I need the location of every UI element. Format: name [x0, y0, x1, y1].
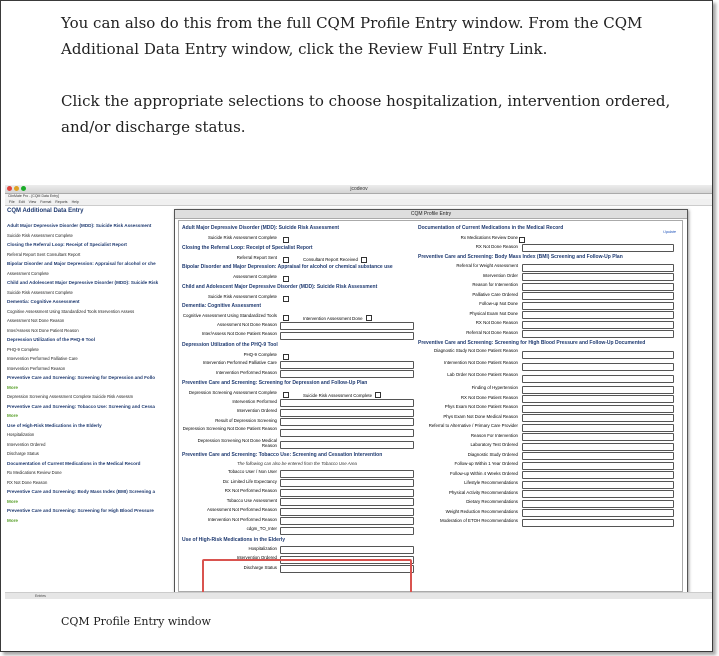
- field-row: [418, 460, 676, 470]
- field-label: [7, 231, 175, 241]
- field-label: Hospitalization: [248, 545, 277, 551]
- left-column: [182, 223, 412, 573]
- field-label: [7, 430, 175, 440]
- section-heading: [7, 240, 175, 250]
- field-label: [7, 440, 175, 450]
- field-label: [7, 364, 175, 374]
- row-text: More: [7, 413, 18, 418]
- field-row: [182, 516, 412, 526]
- section-heading: Adult Major Depressive Disorder (MDD): Suicide Risk Assessment: [182, 225, 340, 231]
- field-row: [418, 470, 676, 480]
- menu-file[interactable]: File: [9, 200, 15, 204]
- section-heading: Dementia: Cognitive Assessment: [182, 303, 262, 309]
- menu-edit[interactable]: Edit: [18, 200, 25, 204]
- text-field[interactable]: [522, 462, 674, 470]
- field-row: [182, 438, 412, 450]
- section-heading: [7, 373, 175, 383]
- status-tab[interactable]: Entries: [35, 594, 46, 598]
- field-label: [7, 468, 175, 478]
- field-label: Intervention Ordered: [236, 408, 277, 413]
- text-field[interactable]: [522, 363, 674, 371]
- field-label: Diagnostic Study Not Done Patient Reason: [434, 348, 518, 353]
- checkbox-label: Consultant Report Received: [303, 257, 358, 262]
- menu-format[interactable]: Format: [40, 200, 52, 204]
- section-heading: Preventive Care and Screening: Screening for Depression and Follow-Up Plan: [182, 380, 368, 386]
- checkbox-row: [182, 253, 412, 263]
- field-label: [7, 345, 175, 355]
- more-link[interactable]: [7, 411, 175, 421]
- row-text: Documentation of Current Medications in the Medical Record: [7, 460, 141, 466]
- text-field[interactable]: [522, 375, 674, 383]
- text-field[interactable]: [522, 330, 674, 338]
- row-text: More: [7, 384, 18, 390]
- checkbox-label: Intervention Assessment Done: [303, 315, 363, 321]
- text-field[interactable]: [280, 517, 414, 525]
- row-text: Use of High-Risk Medications in the Elderly: [7, 422, 102, 428]
- field-row: [418, 498, 676, 508]
- field-row: [182, 369, 412, 379]
- row-text: More: [7, 517, 18, 523]
- checkbox-row: [182, 388, 412, 398]
- text-field[interactable]: [522, 321, 674, 329]
- text-field[interactable]: [280, 429, 414, 437]
- window-titlebar: [5, 185, 713, 194]
- checkbox-row: [418, 233, 676, 243]
- text-field[interactable]: [522, 471, 674, 479]
- field-label: [7, 250, 175, 260]
- text-field[interactable]: [522, 519, 674, 527]
- field-label: Phys Exam Not Done Patient Reason: [444, 404, 518, 409]
- text-field[interactable]: [280, 508, 414, 516]
- field-label: Intervention Not Performed Reason: [207, 516, 277, 522]
- field-row: [182, 359, 412, 369]
- section-heading: [7, 402, 175, 412]
- section-heading: Documentation of Current Medications in the Medical Record: [418, 225, 564, 231]
- section-heading: Preventive Care and Screening: Tobacco Use: Screening and Cessation Intervention: [182, 452, 383, 458]
- field-row: [418, 479, 676, 489]
- field-label: Assessment Not Done Reason: [216, 321, 277, 327]
- row-text: Closing the Referral Loop: Receipt of Specialist Report: [7, 242, 127, 247]
- checkbox-label: Rx Medications Review Done: [460, 235, 518, 240]
- text-field[interactable]: [280, 322, 414, 330]
- field-label: Dx: Limited Life Expectancy: [222, 478, 277, 484]
- row-text: More: [7, 498, 18, 504]
- field-row: [418, 394, 676, 404]
- row-text: Preventive Care and Screening: Body Mass Index (BMI) Screening a: [7, 489, 156, 494]
- text-field[interactable]: [280, 498, 414, 506]
- field-row: [418, 272, 676, 282]
- section-heading: [7, 459, 175, 469]
- field-row: [182, 497, 412, 507]
- text-field[interactable]: [522, 351, 674, 359]
- field-row: [182, 321, 412, 331]
- menu-view[interactable]: View: [28, 200, 37, 204]
- more-link[interactable]: [7, 497, 175, 507]
- field-label: [7, 354, 175, 364]
- checkbox-label: Cognitive Assessment Using Standardized Tools: [182, 313, 277, 318]
- window-title: jcodeov: [350, 186, 368, 192]
- field-row: [418, 300, 676, 310]
- text-field[interactable]: [280, 441, 414, 449]
- text-field[interactable]: [522, 443, 674, 451]
- field-row: [182, 407, 412, 417]
- field-label: Phys Exam Not Done Medical Reason: [443, 413, 518, 419]
- row-text: Adult Major Depressive Disorder (MDD): Suicide Risk Assessment: [7, 223, 152, 228]
- row-text: Intervention Performed Palliative Care: [7, 356, 78, 361]
- status-bar: [5, 592, 713, 599]
- field-label: Referral for Weight Assessment: [456, 263, 518, 268]
- checkbox-row: [182, 272, 412, 282]
- field-row: [418, 517, 676, 527]
- text-field[interactable]: [280, 546, 414, 554]
- field-label: Lab Order Not Done Patient Reason: [447, 372, 518, 377]
- field-label: Depression Screening Not Done Patient Reason: [182, 426, 277, 431]
- field-label: Lifestyle Recommendations: [464, 480, 518, 485]
- field-row: [418, 489, 676, 499]
- field-row: [418, 262, 676, 272]
- field-row: [418, 329, 676, 339]
- field-label: Diagnostic Study Ordered: [467, 451, 518, 457]
- field-label: Referral to Alternative / Primary Care Provider: [428, 423, 518, 428]
- field-row: [182, 426, 412, 438]
- field-label: Tobacco Use Assessment: [226, 497, 277, 503]
- field-label: cdgm_TO_Inter: [246, 526, 277, 531]
- field-label: Reason for Intervention: [472, 282, 518, 287]
- row-text: Assessment Complete: [7, 270, 49, 276]
- right-column: [418, 223, 676, 527]
- cqm-profile-entry-dialog: [174, 209, 688, 593]
- background-window-title: CQM Additional Data Entry: [7, 208, 84, 214]
- field-row: [418, 384, 676, 394]
- field-label: Discharge Status: [243, 564, 277, 570]
- text-field[interactable]: [280, 332, 414, 340]
- section-note: The following can also be entered from the Tobacco Use Area: [237, 461, 357, 466]
- field-label: [7, 316, 175, 326]
- row-text: Depression Utilization of the PHQ-9 Tool: [7, 337, 95, 342]
- text-field[interactable]: [522, 273, 674, 281]
- text-field[interactable]: [522, 283, 674, 291]
- field-row: [418, 243, 676, 253]
- field-label: Follow-up Within 4 Weeks Ordered: [450, 470, 518, 476]
- field-row: [182, 330, 412, 340]
- row-text: Bipolar Disorder and Major Depression: Appraisal for alcohol or che: [7, 261, 156, 266]
- field-row: [418, 281, 676, 291]
- section-heading: Preventive Care and Screening: Screening for High Blood Pressure and Follow-Up Documented: [418, 340, 646, 346]
- row-text: Intervention Performed Reason: [7, 365, 66, 371]
- field-label: Intervention Performed Palliative Care: [202, 360, 277, 365]
- cqm-screenshot: [5, 185, 713, 599]
- row-text: Discharge Status: [7, 451, 39, 456]
- text-field[interactable]: [522, 500, 674, 508]
- field-row: [182, 398, 412, 408]
- text-field[interactable]: [522, 481, 674, 489]
- text-field[interactable]: [280, 489, 414, 497]
- field-label: [7, 288, 175, 298]
- field-row: [182, 478, 412, 488]
- text-field[interactable]: [522, 244, 674, 252]
- field-row: [182, 545, 412, 555]
- section-heading: Preventive Care and Screening: Body Mass Index (BMI) Screening and Follow-Up Plan: [418, 254, 623, 260]
- text-field[interactable]: [522, 452, 674, 460]
- field-row: [418, 432, 676, 442]
- field-label: Dietary Recommendations: [466, 499, 518, 504]
- field-label: [7, 269, 175, 279]
- field-label: Physical Activity Recommendations: [448, 489, 518, 495]
- field-row: [418, 413, 676, 423]
- row-text: Assessment Not Done Reason: [7, 318, 65, 323]
- checkbox-label: Depression Screening Assessment Complete: [188, 390, 277, 395]
- row-text: Rx Medications Review Done: [7, 470, 62, 475]
- checkbox-label: Suicide Risk Assessment Complete: [303, 392, 373, 398]
- row-text: Hospitalization: [7, 432, 35, 437]
- row-text: Preventive Care and Screening: Screening for Depression and Follo: [7, 375, 156, 380]
- section-heading: Depression Utilization of the PHQ-9 Tool: [182, 341, 278, 348]
- menu-bar: [5, 199, 713, 206]
- field-label: RX Not Done Patient Reason: [460, 394, 518, 400]
- field-label: Intervention Not Done Patient Reason: [444, 360, 518, 365]
- row-text: Suicide Risk Assessment Complete: [7, 232, 73, 238]
- text-field[interactable]: [280, 409, 414, 417]
- text-field[interactable]: [522, 264, 674, 272]
- checkbox-row: [182, 233, 412, 243]
- text-field[interactable]: [280, 361, 414, 369]
- section-heading: [7, 487, 175, 497]
- section-heading: [7, 221, 175, 231]
- field-label: Weight Reduction Recommendations: [445, 508, 518, 514]
- more-link[interactable]: [7, 516, 175, 526]
- section-heading: [7, 297, 175, 307]
- section-heading: [7, 335, 175, 345]
- checkbox-row: [182, 350, 412, 360]
- field-label: [7, 449, 175, 459]
- field-label: Laboratory Test Ordered: [470, 442, 518, 447]
- field-row: [418, 441, 676, 451]
- field-label: Intervention Performed: [232, 398, 277, 404]
- field-label: Inter/Assess Not Done Patient Reason: [201, 331, 277, 336]
- field-label: [7, 326, 175, 336]
- field-row: [418, 422, 676, 432]
- section-heading: Bipolar Disorder and Major Depression: Appraisal for alcohol or chemical substance use: [182, 264, 393, 270]
- field-label: Intervention Performed Reason: [215, 369, 277, 375]
- field-label: Intervention Ordered: [236, 555, 277, 560]
- field-label: [7, 392, 175, 402]
- row-text: PHQ-9 Complete: [7, 346, 39, 352]
- checkbox-label: PHQ-9 Complete: [243, 351, 277, 357]
- field-label: RX Not Done Reason: [475, 320, 518, 325]
- field-label: Result of Depression Screening: [215, 417, 277, 423]
- text-field[interactable]: [280, 418, 414, 426]
- checkbox-label: Suicide Risk Assessment Complete: [207, 235, 277, 240]
- section-heading: [7, 421, 175, 431]
- field-label: Depression Screening Not Done Medical Reason: [197, 438, 277, 448]
- field-label: [7, 307, 175, 317]
- text-field[interactable]: [522, 433, 674, 441]
- field-row: [182, 468, 412, 478]
- field-row: [418, 451, 676, 461]
- section-heading: Child and Adolescent Major Depressive Disorder (MDD): Suicide Risk Assessment: [182, 283, 378, 290]
- text-field[interactable]: [280, 527, 414, 535]
- text-field[interactable]: [522, 395, 674, 403]
- field-row: [418, 372, 676, 384]
- row-text: Cognitive Assessment Using Standardized Tools Intervention Assess: [7, 308, 135, 314]
- text-field[interactable]: [522, 405, 674, 413]
- text-field[interactable]: [522, 302, 674, 310]
- section-heading: [7, 278, 175, 288]
- text-field[interactable]: [280, 370, 414, 378]
- section-heading: Closing the Referral Loop: Receipt of Specialist Report: [182, 244, 313, 251]
- field-row: [418, 319, 676, 329]
- field-row: [182, 506, 412, 516]
- section-heading: [7, 506, 175, 516]
- field-label: Intervention Order: [482, 272, 518, 278]
- field-label: Tobacco User / Non User: [227, 469, 277, 474]
- text-field[interactable]: [522, 490, 674, 498]
- dialog-title: CQM Profile Entry: [175, 210, 687, 219]
- text-field[interactable]: [522, 424, 674, 432]
- text-field[interactable]: [280, 470, 414, 478]
- app-bar: ClinMate Pro - [CQM Data Entry]: [5, 194, 713, 199]
- field-row: [418, 403, 676, 413]
- field-row: [418, 310, 676, 320]
- text-field[interactable]: [522, 414, 674, 422]
- field-row: [182, 417, 412, 427]
- row-text: Suicide Risk Assessment Complete: [7, 289, 73, 295]
- field-label: Follow-up Within 1 Year Ordered: [454, 461, 518, 466]
- text-field[interactable]: [522, 386, 674, 394]
- row-text: RX Not Done Reason: [7, 479, 48, 485]
- background-window-rows: [7, 221, 175, 525]
- field-row: [418, 508, 676, 518]
- checkbox-label: Suicide Risk Assessment Complete: [207, 293, 277, 299]
- text-field[interactable]: [280, 479, 414, 487]
- field-row: [182, 487, 412, 497]
- field-label: [7, 478, 175, 488]
- field-label: Palliative Care Ordered: [472, 291, 518, 297]
- instruction-paragraph-1: You can also do this from the full CQM Profile Entry window. From the CQM Additional Data Entry window, click the Review Full Entry Link.: [61, 14, 643, 58]
- row-text: Intervention Ordered: [7, 441, 46, 447]
- checkbox-row: [182, 292, 412, 302]
- more-link[interactable]: [7, 383, 175, 393]
- menu-reports[interactable]: Reports: [55, 200, 68, 204]
- field-row: [182, 525, 412, 535]
- field-row: [418, 360, 676, 372]
- field-label: Follow-up Not Done: [479, 301, 518, 306]
- checkbox-label: Referral Report Sent: [236, 254, 277, 260]
- field-label: Moderation of ETOH Recommendations: [439, 518, 518, 523]
- field-label: Referral Not Done Reason: [466, 329, 518, 335]
- figure-caption: CQM Profile Entry window: [61, 615, 211, 628]
- field-label: RX Not Performed Reason: [224, 488, 277, 493]
- field-label: Reason For Intervention: [470, 432, 518, 438]
- field-row: [418, 291, 676, 301]
- dialog-content: [178, 220, 683, 592]
- section-heading: Use of High-Risk Medications in the Elderly: [182, 536, 286, 543]
- menu-help[interactable]: Help: [71, 200, 79, 204]
- row-text: Child and Adolescent Major Depressive Disorder (MDD): Suicide Risk: [7, 280, 159, 285]
- checkbox-label: Assessment Complete: [233, 274, 277, 279]
- field-row: [418, 348, 676, 360]
- row-text: Preventive Care and Screening: Tobacco Use: Screening and Cessa: [7, 403, 155, 409]
- update-link[interactable]: Update: [663, 229, 676, 234]
- field-label: Finding of Hypertension: [471, 385, 518, 390]
- instruction-paragraph-2: Click the appropriate selections to choose hospitalization, intervention ordered, and/or discharge status.: [61, 92, 671, 136]
- field-label: RX Not Done Reason: [475, 243, 518, 249]
- text-field[interactable]: [280, 399, 414, 407]
- section-heading: [7, 259, 175, 269]
- row-text: Preventive Care and Screening: Screening for High Blood Pressure: [7, 508, 154, 513]
- checkbox-row: [182, 311, 412, 321]
- row-text: Depression Screening Assessment Complete Suicide Risk Assessm: [7, 394, 134, 399]
- text-field[interactable]: [522, 509, 674, 517]
- row-text: Referral Report Sent Consultant Report: [7, 251, 81, 257]
- field-label: Physical Exam Not Done: [469, 310, 518, 316]
- row-text: Dementia: Cognitive Assessment: [7, 299, 80, 304]
- text-field[interactable]: [522, 311, 674, 319]
- field-label: Assessment Not Performed Reason: [206, 507, 277, 512]
- text-field[interactable]: [522, 292, 674, 300]
- row-text: Inter/Assess Not Done Patient Reason: [7, 327, 79, 333]
